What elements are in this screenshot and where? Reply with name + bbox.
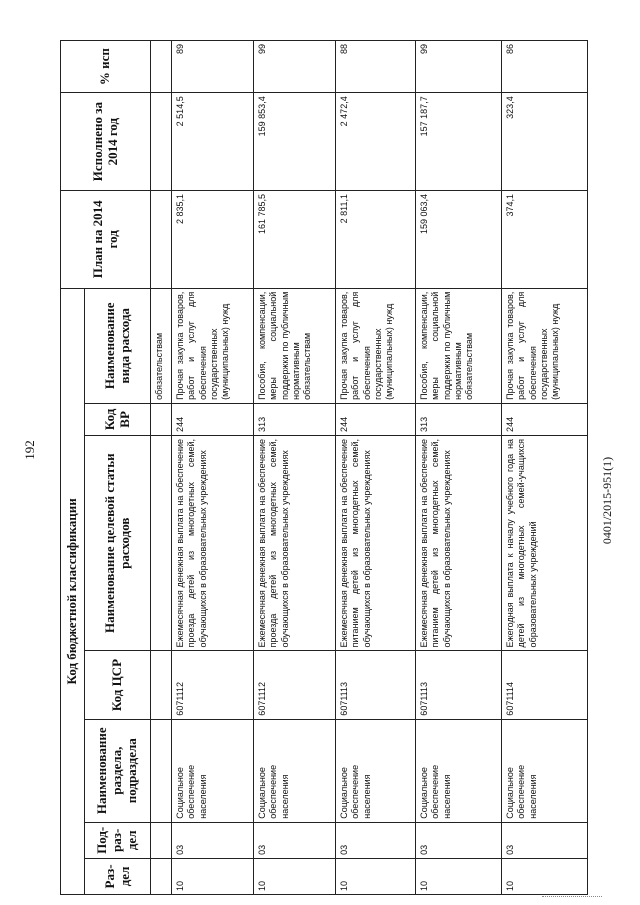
budget-classification-group-header: Код бюджетной классификации	[61, 288, 85, 894]
table-area	[60, 40, 580, 895]
vr-code-cell: 244	[172, 403, 254, 435]
scan-artifact-line	[542, 896, 602, 897]
vr-name-cell: Прочая закупка товаров, работ и услуг для обеспечения государственных (муниципальных) нужд	[172, 288, 254, 403]
carryover-text: обязательствам	[151, 288, 172, 403]
csr-code-cell: 6071114	[502, 651, 588, 719]
vr-code-header: Код ВР	[85, 403, 151, 435]
podrazdel-header: Под-раз-дел	[85, 822, 151, 858]
razdel-cell: 10	[502, 858, 588, 894]
csr-name-cell: Ежемесячная денежная выплата на обеспечение проезда детей из многодетных семей, обучающихся в образовательных учреждениях	[254, 435, 336, 651]
section-name-cell: Социальное обеспечение населения	[336, 719, 416, 822]
csr-name-cell: Ежемесячная денежная выплата на обеспечение питанием детей из многодетных семей, обучающихся в образовательных учреждениях	[416, 435, 502, 651]
table-row	[416, 41, 502, 895]
section-name-header: Наименование раздела, подраздела	[85, 719, 151, 822]
csr-code-cell: 6071113	[416, 651, 502, 719]
rotated-table-container	[60, 40, 580, 895]
csr-code-cell: 6071113	[336, 651, 416, 719]
plan-header: План на 2014 год	[61, 191, 151, 289]
podrazdel-cell: 03	[502, 822, 588, 858]
table-row	[336, 41, 416, 895]
plan-cell: 159 063,4	[416, 191, 502, 289]
razdel-cell: 10	[336, 858, 416, 894]
percent-cell: 88	[336, 41, 416, 93]
percent-header: % исп	[61, 41, 151, 93]
done-cell: 159 853,4	[254, 93, 336, 191]
plan-cell: 374,1	[502, 191, 588, 289]
plan-cell: 161 785,5	[254, 191, 336, 289]
csr-name-header: Наименование целевой статьи расходов	[85, 435, 151, 651]
vr-code-cell: 244	[502, 403, 588, 435]
section-name-cell: Социальное обеспечение населения	[172, 719, 254, 822]
vr-name-cell: Прочая закупка товаров, работ и услуг для обеспечения государственных (муниципальных) нужд	[502, 288, 588, 403]
csr-name-cell: Ежегодная выплата к началу учебного года на детей из многодетных семей-учащихся образовательных учреждений	[502, 435, 588, 651]
vr-name-cell: Прочая закупка товаров, работ и услуг для обеспечения государственных (муниципальных) нужд	[336, 288, 416, 403]
document-code: 0401/2015-951(1)	[600, 456, 615, 544]
section-name-cell: Социальное обеспечение населения	[416, 719, 502, 822]
plan-cell: 2 835,1	[172, 191, 254, 289]
csr-name-cell: Ежемесячная денежная выплата на обеспечение проезда детей из многодетных семей, обучающихся в образовательных учреждениях	[172, 435, 254, 651]
vr-code-cell: 313	[254, 403, 336, 435]
percent-cell: 99	[416, 41, 502, 93]
table-row	[172, 41, 254, 895]
podrazdel-cell: 03	[336, 822, 416, 858]
carryover-row	[151, 41, 172, 895]
table-row	[502, 41, 588, 895]
budget-execution-table	[60, 40, 588, 895]
csr-code-cell: 6071112	[172, 651, 254, 719]
podrazdel-cell: 03	[416, 822, 502, 858]
podrazdel-cell: 03	[172, 822, 254, 858]
done-cell: 323,4	[502, 93, 588, 191]
section-name-cell: Социальное обеспечение населения	[254, 719, 336, 822]
done-header: Исполнено за 2014 год	[61, 93, 151, 191]
vr-name-cell: Пособия, компенсации, меры социальной поддержки по публичным нормативным обязательствам	[416, 288, 502, 403]
razdel-cell: 10	[172, 858, 254, 894]
section-name-cell: Социальное обеспечение населения	[502, 719, 588, 822]
podrazdel-cell: 03	[254, 822, 336, 858]
done-cell: 157 187,7	[416, 93, 502, 191]
csr-code-cell: 6071112	[254, 651, 336, 719]
vr-name-cell: Пособия, компенсации, меры социальной поддержки по публичным нормативным обязательствам	[254, 288, 336, 403]
percent-cell: 89	[172, 41, 254, 93]
table-row	[254, 41, 336, 895]
csr-code-header: Код ЦСР	[85, 651, 151, 719]
vr-code-cell: 244	[336, 403, 416, 435]
csr-name-cell: Ежемесячная денежная выплата на обеспечение питанием детей из многодетных семей, обучающихся в образовательных учреждениях	[336, 435, 416, 651]
page-number: 192	[22, 440, 37, 460]
plan-cell: 2 811,1	[336, 191, 416, 289]
done-cell: 2 472,4	[336, 93, 416, 191]
done-cell: 2 514,5	[172, 93, 254, 191]
razdel-header: Раз-дел	[85, 858, 151, 894]
percent-cell: 99	[254, 41, 336, 93]
percent-cell: 86	[502, 41, 588, 93]
razdel-cell: 10	[416, 858, 502, 894]
vr-code-cell: 313	[416, 403, 502, 435]
razdel-cell: 10	[254, 858, 336, 894]
vr-name-header: Наименование вида расхода	[85, 288, 151, 403]
